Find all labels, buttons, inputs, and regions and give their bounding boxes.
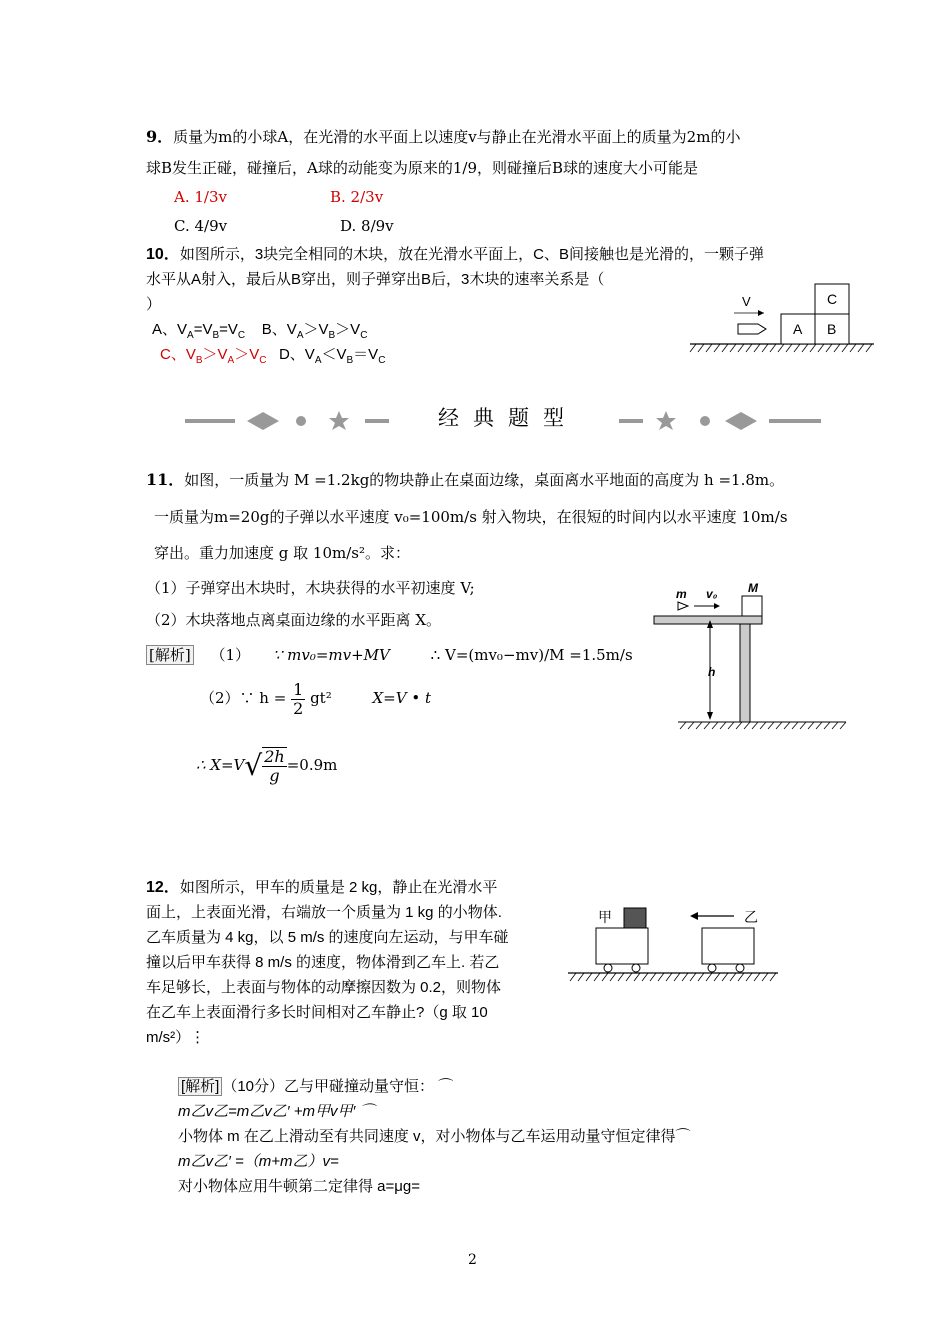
q10-option-cd: C、$V_B>V_A>V_C$ D、$V_A<V_B=V_C$ <box>160 346 386 366</box>
q10-line2: 水平从A射入，最后从B穿出，则子弹穿出B后，3木块的速率关系是（ <box>146 271 605 288</box>
q9-option-c: C. 4/9v <box>174 217 228 235</box>
svg-text:m: m <box>676 587 687 601</box>
q12-solution-1: m乙v乙=m乙v乙′ +m甲v甲′ ⌒ <box>178 1103 375 1120</box>
bullet-icon <box>678 602 688 610</box>
q11-solution-2: （2）∵ h = $\frac{1}{2}$ gt² X=V • t <box>200 679 431 718</box>
q9-option-a: A. 1/3v <box>174 188 227 206</box>
fraction-half: $\frac{1}{2}$ <box>293 679 304 718</box>
q12-line2: 面上，上表面光滑，右端放一个质量为 1 kg 的小物体. <box>146 904 502 921</box>
q12-solution-3: m乙v乙′ =（m+m乙）v= <box>178 1153 339 1170</box>
q11-line3: 穿出。重力加速度 g 取 10m/s²。求： <box>154 544 410 562</box>
block-b-label: B <box>827 321 837 337</box>
q10-line3: ） <box>146 296 162 313</box>
star-icon <box>656 411 676 430</box>
table-leg <box>740 624 750 722</box>
section-title: 经典题型 <box>438 406 578 430</box>
sqrt-fraction: $\frac{2h}{g}$ <box>264 747 285 785</box>
jiexi-label: [解析] <box>146 645 194 665</box>
q12-line6: 在乙车上表面滑行多长时间相对乙车静止?（g 取 10 <box>146 1004 488 1021</box>
page-number: 2 <box>468 1252 477 1268</box>
table-top <box>654 616 762 624</box>
q11-part1: （1）子弹穿出木块时，木块获得的水平初速度 V; <box>146 579 475 597</box>
q12-line5: 车足够长，上表面与物体的动摩擦因数为 0.2，则物体 <box>146 979 502 996</box>
q10-figure <box>688 282 878 357</box>
svg-text:h: h <box>708 665 716 679</box>
q12-line3: 乙车质量为 4 kg，以 5 m/s 的速度向左运动，与甲车碰 <box>146 929 509 946</box>
q12-line1: 12．如图所示，甲车的质量是 2 kg，静止在光滑水平 <box>146 879 498 896</box>
q12-line7: m/s²）⋮ <box>146 1029 206 1046</box>
q9-option-b: B. 2/3v <box>330 188 384 206</box>
svg-text:M: M <box>748 581 758 595</box>
q12-solution-2: 小物体 m 在乙上滑动至有共同速度 v，对小物体与乙车运用动量守恒定律得⌒ <box>178 1128 691 1145</box>
bullet-icon <box>738 324 766 334</box>
q11-line1: 11．如图，一质量为 M =1.2kg的物块静止在桌面边缘，桌面离水平地面的高度为 h =1.8m。 <box>146 470 785 489</box>
velocity-label: V <box>742 294 751 309</box>
q10-line1: 10．如图所示，3块完全相同的木块，放在光滑水平面上，C、B间接触也是光滑的，一颗子弹 <box>146 246 764 263</box>
small-object <box>624 908 646 928</box>
svg-text:甲: 甲 <box>598 909 612 925</box>
cart-yi <box>702 928 754 964</box>
q11-solution-3: ∴ X=V√ $\frac{2h}{g}$ =0.9m <box>196 747 338 785</box>
q9-line1: 9．质量为m的小球A，在光滑的水平面上以速度v与静止在光滑水平面上的质量为2m的小 <box>146 127 741 146</box>
block-a-label: A <box>793 321 803 337</box>
q11-part2: （2）木块落地点离桌面边缘的水平距离 X。 <box>146 611 441 629</box>
q9-number: 9． <box>146 127 174 146</box>
q11-figure <box>650 580 850 730</box>
q12-solution-4: 对小物体应用牛顿第二定律得 a=μg= <box>178 1178 421 1195</box>
q12-line4: 撞以后甲车获得 8 m/s 的速度，物体滑到乙车上. 若乙 <box>146 954 500 971</box>
q11-number: 11． <box>146 470 185 489</box>
q9-line2: 球B发生正碰，碰撞后，A球的动能变为原来的1/9，则碰撞后B球的速度大小可能是 <box>146 159 699 177</box>
q12-solution-head: [解析] （10分）乙与甲碰撞动量守恒： ⌒ <box>178 1077 453 1097</box>
cart-jia <box>596 928 648 964</box>
q12-number: 12． <box>146 879 180 896</box>
jiexi-label: [解析] <box>178 1077 222 1096</box>
q11-solution-1: [解析] （1） ∵ mv₀=mv+MV ∴ V=(mv₀−mv)/M =1.5m/s <box>146 645 633 665</box>
svg-text:乙: 乙 <box>744 909 758 925</box>
q11-line2: 一质量为m=20g的子弹以水平速度 v₀=100m/s 射入物块，在很短的时间内以水平速度 10m/s <box>154 508 788 526</box>
block-m <box>742 596 762 616</box>
star-icon <box>329 411 349 430</box>
q10-option-ab: A、$V_A=V_B=V_C$ B、$V_A>V_B>V_C$ <box>152 321 368 341</box>
q12-figure <box>566 900 786 990</box>
q10-number: 10． <box>146 246 180 263</box>
block-c-label: C <box>827 291 838 307</box>
svg-text:v₀: v₀ <box>706 587 718 601</box>
q9-option-d: D. 8/9v <box>340 217 394 235</box>
